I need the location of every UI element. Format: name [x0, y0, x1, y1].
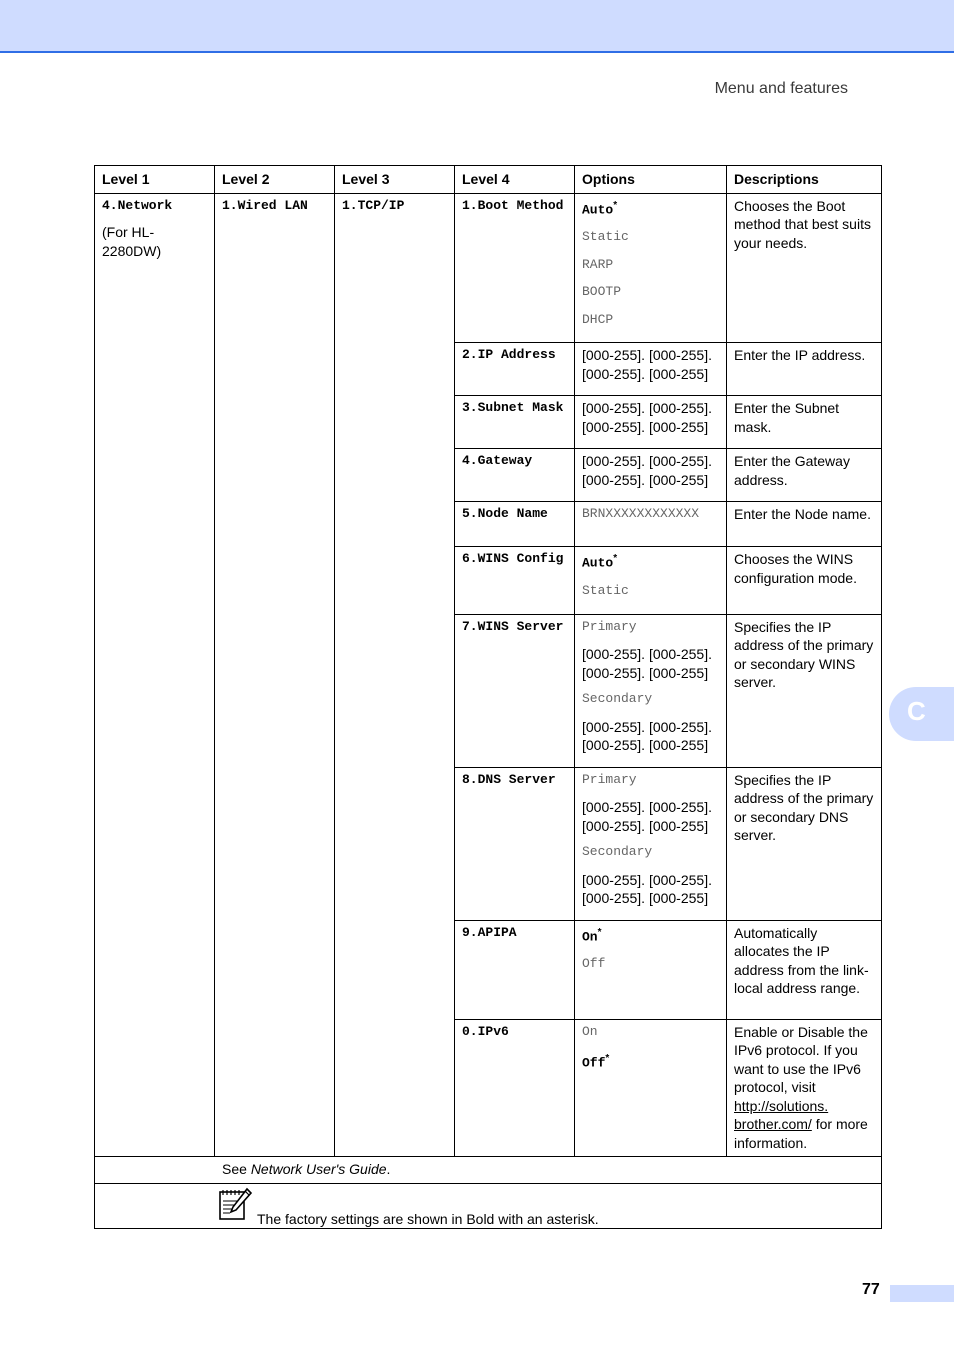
option-text: Auto	[582, 201, 614, 217]
see-guide-cell	[95, 1157, 882, 1184]
option-text: Static	[582, 229, 629, 245]
option-text: On	[582, 928, 598, 944]
description-text: Enable or Disable the IPv6 protocol. If you want to use the IPv6 protocol, visit	[734, 1023, 868, 1096]
options-cell	[575, 1019, 727, 1157]
description-text: Chooses the Boot method that best suits your needs.	[734, 197, 871, 251]
option-value	[582, 924, 720, 947]
options-cell	[575, 502, 727, 547]
option-value	[582, 843, 720, 862]
see-suffix: .	[386, 1161, 391, 1178]
default-asterisk: *	[613, 199, 618, 211]
see-guide-row	[95, 1157, 882, 1184]
header-level3: Level 3	[335, 166, 455, 194]
option-value	[582, 1050, 720, 1073]
option-value	[582, 550, 720, 573]
table-row	[95, 193, 882, 343]
level4-label: 7.WINS Server	[462, 618, 564, 634]
description-cell	[727, 920, 882, 1019]
option-text: On	[582, 1023, 598, 1039]
option-text: Static	[582, 583, 629, 599]
description-cell	[727, 193, 882, 343]
level4-label: 6.WINS Config	[462, 551, 564, 567]
description-text: Automatically allocates the IP address from the link-local address range.	[734, 924, 869, 997]
factory-note-row	[95, 1183, 882, 1228]
option-text: Primary	[582, 771, 637, 787]
option-text: [000-255]. [000-255]. [000-255]. [000-255]	[582, 400, 712, 435]
option-value	[582, 256, 720, 275]
option-value	[582, 228, 720, 247]
level1-label: 4.Network	[102, 197, 173, 213]
options-cell	[575, 193, 727, 343]
option-value	[582, 197, 720, 220]
option-address-range	[582, 399, 720, 436]
level4-cell	[455, 449, 575, 502]
option-value	[582, 955, 720, 974]
header-level4: Level 4	[455, 166, 575, 194]
level2-label: 1.Wired LAN	[222, 197, 308, 213]
chapter-tab	[889, 687, 954, 741]
options-cell	[575, 343, 727, 396]
header-descriptions: Descriptions	[727, 166, 882, 194]
option-text: Off	[582, 1055, 606, 1071]
description-cell	[727, 449, 882, 502]
default-asterisk: *	[605, 1053, 610, 1065]
top-header-band	[0, 0, 954, 53]
description-cell	[727, 1019, 882, 1157]
option-value	[582, 283, 720, 302]
level4-label: 2.IP Address	[462, 347, 556, 363]
description-text: Specifies the IP address of the primary or secondary WINS server.	[734, 618, 874, 691]
level4-cell	[455, 767, 575, 920]
options-cell	[575, 767, 727, 920]
menu-table	[94, 165, 882, 1229]
guide-title: Network User's Guide	[250, 1161, 387, 1178]
level2-cell	[215, 193, 335, 1157]
description-text: Specifies the IP address of the primary or secondary DNS server.	[734, 771, 874, 844]
option-text: Secondary	[582, 691, 653, 707]
level4-label: 9.APIPA	[462, 924, 517, 940]
option-value	[582, 582, 720, 601]
option-value	[582, 505, 720, 524]
option-text: Primary	[582, 618, 637, 634]
level3-cell	[335, 193, 455, 1157]
default-asterisk: *	[613, 553, 618, 565]
description-cell	[727, 396, 882, 449]
option-text: [000-255]. [000-255]. [000-255]. [000-255]	[582, 799, 712, 834]
option-address-range	[582, 871, 720, 908]
level4-label: 1.Boot Method	[462, 197, 564, 213]
options-cell	[575, 547, 727, 614]
option-address-range	[582, 452, 720, 489]
level4-cell	[455, 343, 575, 396]
option-text: Secondary	[582, 844, 653, 860]
option-address-range	[582, 346, 720, 383]
level4-cell	[455, 1019, 575, 1157]
header-level2: Level 2	[215, 166, 335, 194]
option-value	[582, 690, 720, 709]
options-cell	[575, 920, 727, 1019]
table-body	[95, 193, 882, 1228]
level1-note: (For HL-2280DW)	[102, 224, 162, 259]
level4-label: 0.IPv6	[462, 1023, 509, 1039]
page-number-bar	[890, 1285, 954, 1302]
header-level1: Level 1	[95, 166, 215, 194]
level4-cell	[455, 502, 575, 547]
option-text: BRNXXXXXXXXXXXX	[582, 506, 700, 522]
description-cell	[727, 614, 882, 767]
option-text: Auto	[582, 555, 614, 571]
level4-label: 4.Gateway	[462, 453, 533, 469]
description-text-end: for more information.	[734, 1116, 868, 1151]
option-text: BOOTP	[582, 284, 622, 300]
level4-cell	[455, 396, 575, 449]
factory-note-cell	[95, 1183, 882, 1228]
option-text: [000-255]. [000-255]. [000-255]. [000-255]	[582, 347, 712, 382]
option-text: RARP	[582, 256, 614, 272]
option-text: [000-255]. [000-255]. [000-255]. [000-255]	[582, 453, 712, 488]
option-text: Off	[582, 956, 606, 972]
option-value	[582, 618, 720, 637]
note-pencil-icon	[217, 1186, 251, 1220]
header-options: Options	[575, 166, 727, 194]
factory-note-text: The factory settings are shown in Bold with an asterisk.	[257, 1210, 599, 1227]
description-cell	[727, 343, 882, 396]
level4-cell	[455, 547, 575, 614]
option-value	[582, 311, 720, 330]
description-text: Enter the Node name.	[734, 506, 871, 523]
default-asterisk: *	[597, 926, 602, 938]
options-cell	[575, 396, 727, 449]
section-title: Menu and features	[714, 80, 848, 97]
level4-cell	[455, 920, 575, 1019]
description-cell	[727, 547, 882, 614]
option-text: DHCP	[582, 311, 614, 327]
level4-cell	[455, 193, 575, 343]
level4-label: 3.Subnet Mask	[462, 400, 564, 416]
options-cell	[575, 614, 727, 767]
description-cell	[727, 767, 882, 920]
see-prefix: See	[222, 1161, 247, 1178]
description-text: Enter the Gateway address.	[734, 453, 850, 488]
level3-label: 1.TCP/IP	[342, 197, 405, 213]
solutions-link[interactable]: http://solutions. brother.com/	[734, 1097, 829, 1133]
level4-label: 5.Node Name	[462, 506, 548, 522]
description-text: Enter the IP address.	[734, 347, 866, 364]
option-address-range	[582, 645, 720, 682]
factory-note	[95, 1184, 881, 1228]
chapter-tab-letter: C	[907, 696, 926, 726]
option-text: [000-255]. [000-255]. [000-255]. [000-255]	[582, 718, 712, 754]
option-value	[582, 771, 720, 790]
description-text: Enter the Subnet mask.	[734, 400, 840, 435]
description-cell	[727, 502, 882, 547]
table-header-row	[95, 166, 882, 194]
level1-cell	[95, 193, 215, 1157]
option-text: [000-255]. [000-255]. [000-255]. [000-255]	[582, 871, 712, 907]
option-address-range	[582, 718, 720, 755]
option-address-range	[582, 798, 720, 835]
description-text: Chooses the WINS configuration mode.	[734, 551, 857, 586]
level4-cell	[455, 614, 575, 767]
options-cell	[575, 449, 727, 502]
level4-label: 8.DNS Server	[462, 771, 556, 787]
option-text: [000-255]. [000-255]. [000-255]. [000-255]	[582, 646, 712, 681]
option-value	[582, 1023, 720, 1042]
page-number: 77	[862, 1281, 880, 1298]
